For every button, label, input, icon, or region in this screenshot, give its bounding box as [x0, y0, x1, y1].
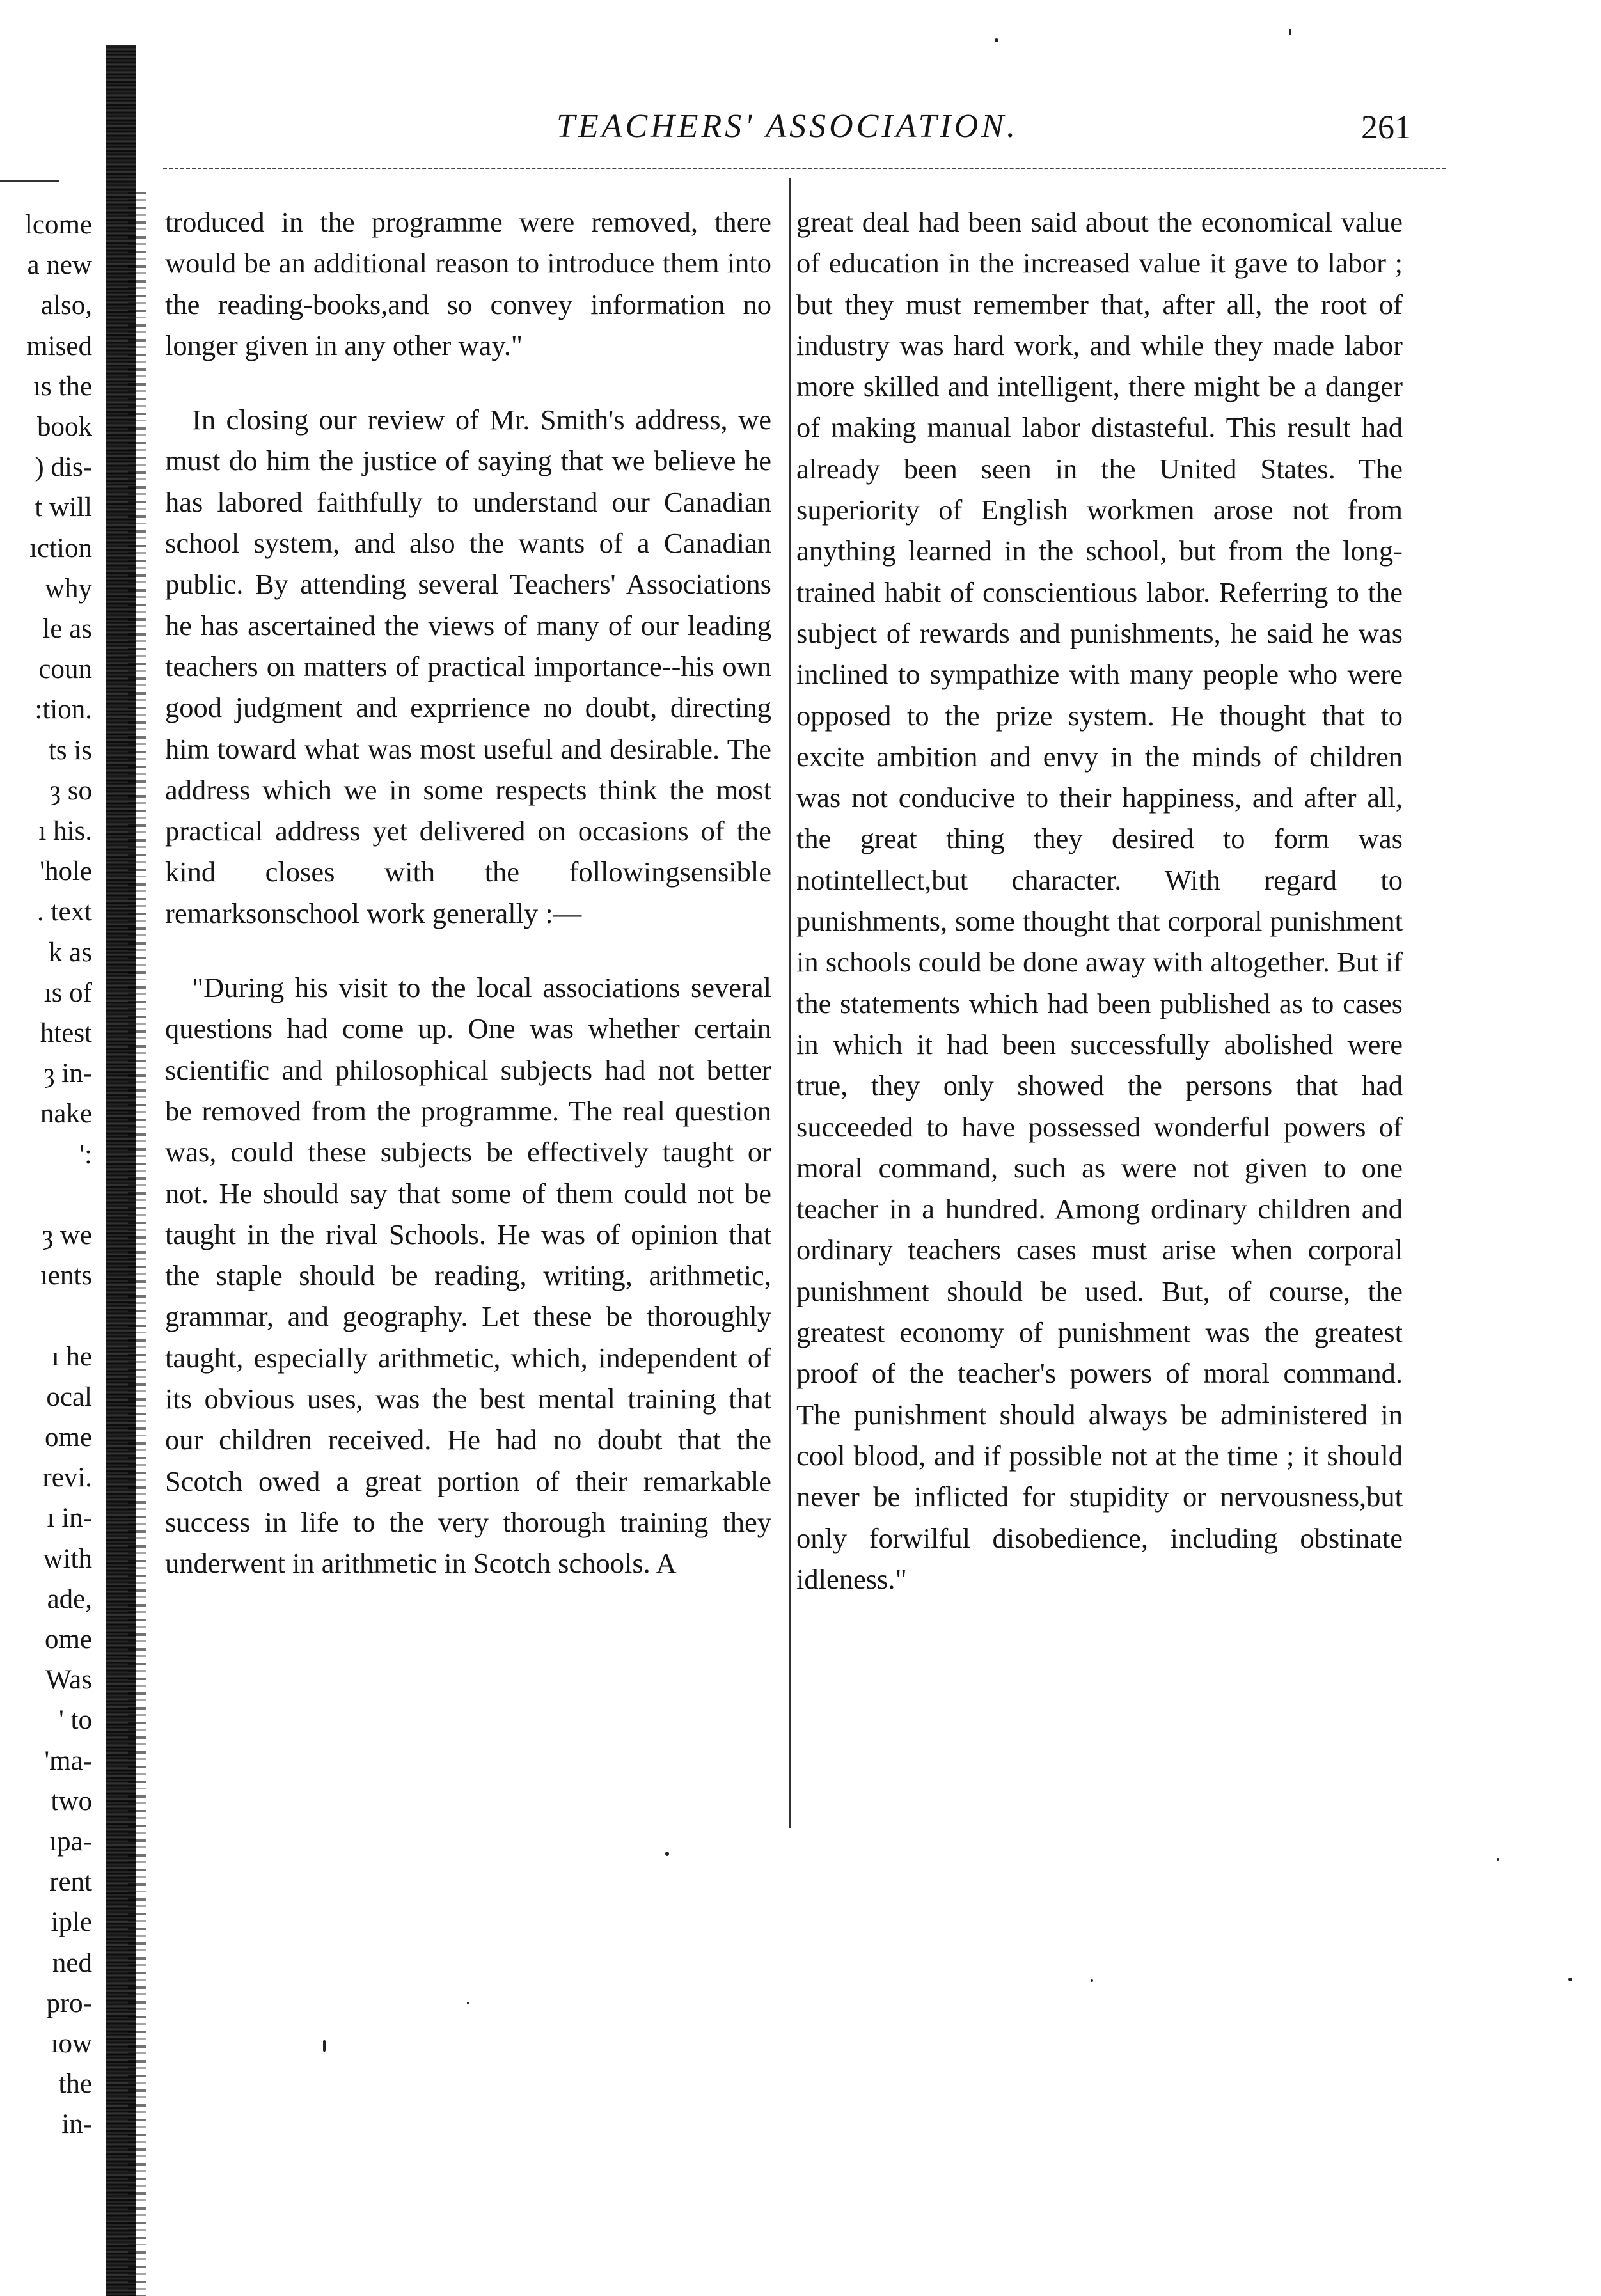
column-divider	[789, 178, 791, 1828]
fragment-line: lcome	[24, 210, 92, 240]
print-speck	[323, 2040, 326, 2052]
fragment-line: ıow	[51, 2029, 92, 2059]
fragment-line: ' to	[59, 1705, 92, 1736]
print-speck	[995, 38, 998, 42]
paragraph: troduced in the programme were removed, there would be an additional reason to introduce them into the reading-books,and so convey information no longer given in any other way."	[165, 206, 771, 361]
fragment-line: ocal	[46, 1381, 92, 1412]
fragment-line: rent	[49, 1867, 92, 1898]
fragment-line: k as	[48, 937, 92, 968]
running-title: TEACHERS' ASSOCIATION.	[556, 108, 1019, 145]
fragment-line: ':	[79, 1139, 92, 1170]
fragment-line: also,	[40, 290, 92, 321]
header-rule	[163, 168, 1446, 169]
previous-page-fragment	[0, 211, 96, 2168]
paragraph: great deal had been said about the economical value of education in the increased value it gave to labor ; but they must remember that, after all, the root of industry was hard work, and while they made labor more skilled and intelligent, there might be a danger of making manual labor distasteful. This result had already been seen in the United States. The superiority of English workmen arose not from anything learned in the school, but from the long-trained habit of conscientious labor. Referring to the subject of rewards and punishments, he said he was inclined to sympathize with many people who were opposed to the prize system. He thought that to excite ambition and envy in the minds of children was not conducive to their happiness, and after all, the great thing they desired to form was notintellect,but character. With regard to punishments, some thought that corporal punishment in schools could be done away with altogether. But if the statements which had been published as to cases in which it had been successfully abolished were true, they only showed the persons that had succeeded to have possessed wonderful powers of moral command, such as were not given to one teacher in a hundred. Among ordinary children and ordinary teachers cases must arise when corporal punishment should be used. But, of course, the greatest economy of punishment was the greatest proof of the teacher's powers of moral command. The punishment should always be administered in cool blood, and if possible not at the time ; it should never be inflicted for stupidity or nervousness,but only forwilful disobedience, including obstinate idleness."	[796, 206, 1403, 1595]
fragment-line: htest	[40, 1018, 92, 1048]
fragment-line: ome	[44, 1624, 92, 1655]
fragment-line: ome	[44, 1422, 92, 1452]
fragment-line: two	[51, 1786, 92, 1816]
fragment-line: with	[43, 1543, 92, 1574]
fragment-line: nake	[40, 1099, 92, 1129]
left-column	[165, 201, 771, 1584]
fragment-rule	[0, 180, 59, 182]
fragment-line: :tion.	[35, 695, 92, 725]
fragment-line: the	[58, 2069, 92, 2100]
print-speck	[1497, 1858, 1499, 1861]
fragment-line: ) dis-	[35, 452, 92, 483]
fragment-line: ned	[52, 1947, 92, 1978]
print-speck	[665, 1852, 669, 1856]
fragment-line: . text	[37, 897, 92, 927]
fragment-line: coun	[38, 654, 92, 685]
page-number: 261	[1361, 109, 1411, 146]
binding-shadow	[128, 192, 146, 2296]
fragment-line: ı in-	[47, 1503, 92, 1534]
fragment-line: iple	[51, 1907, 92, 1938]
paragraph: "During his visit to the local associations several questions had come up. One was whether certain scientific and philosophical subjects had not better be removed from the programme. The real question was, could these subjects be effectively taught or not. He should say that some of them could not be taught in the rival Schools. He was of opinion that the staple should be reading, writing, arithmetic, grammar, and geography. Let these be thoroughly taught, especially arithmetic, which, independent of its obvious uses, was the best mental training that our children received. He had no doubt that the Scotch owed a great portion of their remarkable success in life to the very thorough training they underwent in arithmetic in Scotch schools. A	[165, 971, 771, 1580]
fragment-line: book	[37, 412, 92, 442]
fragment-line: 'ma-	[44, 1745, 92, 1776]
fragment-line: t will	[35, 492, 92, 523]
fragment-line: ȝ in-	[43, 1058, 92, 1089]
paragraph: In closing our review of Mr. Smith's address, we must do him the justice of saying that we believe he has labored faithfully to understand our Canadian school system, and also the wants of a Canadian public. By attending several Teachers' Associations he has ascertained the views of many of our leading teachers on matters of practical importance--his own good judgment and exprrience no doubt, directing him toward what was most useful and desirable. The address which we in some respects think the most practical address yet delivered on occasions of the kind closes with the followingsensible remarksonschool work generally :—	[165, 404, 771, 929]
fragment-line: ȝ we	[42, 1220, 92, 1250]
fragment-line: ıs of	[43, 977, 92, 1008]
fragment-line: ı he	[51, 1341, 92, 1372]
right-column	[796, 201, 1403, 1600]
fragment-line: le as	[42, 614, 92, 644]
fragment-line: ıs the	[33, 371, 92, 402]
print-speck	[467, 2002, 469, 2004]
print-speck	[1091, 1979, 1093, 1982]
fragment-line: revi.	[42, 1463, 92, 1493]
print-speck	[1568, 1978, 1572, 1981]
print-speck	[1289, 29, 1291, 35]
fragment-line: a new	[27, 250, 92, 281]
fragment-line: mised	[26, 331, 92, 361]
fragment-line: why	[44, 573, 92, 604]
fragment-line: 'hole	[40, 856, 92, 887]
fragment-line: ts is	[48, 735, 92, 766]
fragment-line: ı his.	[38, 816, 92, 846]
fragment-line: pro-	[46, 1988, 92, 2018]
fragment-line: Was	[45, 1665, 92, 1695]
fragment-line: ıents	[40, 1261, 92, 1291]
fragment-line: ıpa-	[49, 1827, 92, 1857]
fragment-line: in-	[61, 2109, 92, 2140]
fragment-line: ȝ so	[50, 775, 92, 806]
fragment-line: ade,	[47, 1584, 92, 1614]
fragment-line: ıction	[29, 533, 92, 563]
